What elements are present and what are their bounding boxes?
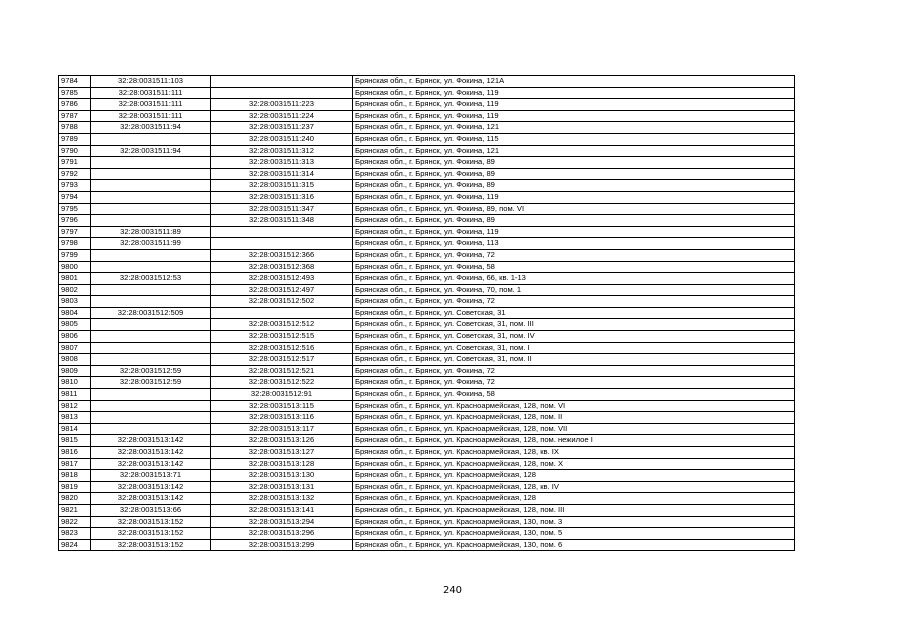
table-row [59, 493, 795, 505]
table-row [59, 331, 795, 343]
cadastral-number-cell: 32:28:0031512:522 [211, 377, 353, 389]
row-number-cell: 9801 [59, 273, 91, 285]
parent-cadastral-number-cell [91, 342, 211, 354]
table-row [59, 296, 795, 308]
row-number-cell: 9818 [59, 470, 91, 482]
address-cell: Брянская обл., г. Брянск, ул. Фокина, 72 [353, 249, 795, 261]
table-row [59, 238, 795, 250]
row-number-cell: 9790 [59, 145, 91, 157]
parent-cadastral-number-cell: 32:28:0031513:71 [91, 470, 211, 482]
parent-cadastral-number-cell: 32:28:0031511:99 [91, 238, 211, 250]
address-cell: Брянская обл., г. Брянск, ул. Фокина, 121 [353, 145, 795, 157]
address-cell: Брянская обл., г. Брянск, ул. Фокина, 119 [353, 110, 795, 122]
table-row [59, 504, 795, 516]
row-number-cell: 9794 [59, 191, 91, 203]
address-cell: Брянская обл., г. Брянск, ул. Советская, 31, пом. II [353, 354, 795, 366]
row-number-cell: 9784 [59, 76, 91, 88]
property-register-table [58, 75, 795, 551]
cadastral-number-cell: 32:28:0031512:512 [211, 319, 353, 331]
cadastral-number-cell: 32:28:0031513:127 [211, 447, 353, 459]
row-number-cell: 9812 [59, 400, 91, 412]
parent-cadastral-number-cell [91, 168, 211, 180]
parent-cadastral-number-cell: 32:28:0031512:53 [91, 273, 211, 285]
cadastral-number-cell: 32:28:0031512:515 [211, 331, 353, 343]
table-body [59, 76, 795, 551]
table-row [59, 168, 795, 180]
address-cell: Брянская обл., г. Брянск, ул. Фокина, 119 [353, 226, 795, 238]
cadastral-number-cell: 32:28:0031512:368 [211, 261, 353, 273]
cadastral-number-cell: 32:28:0031513:132 [211, 493, 353, 505]
table-row [59, 76, 795, 88]
cadastral-number-cell: 32:28:0031511:237 [211, 122, 353, 134]
row-number-cell: 9820 [59, 493, 91, 505]
row-number-cell: 9787 [59, 110, 91, 122]
cadastral-number-cell: 32:28:0031513:299 [211, 539, 353, 551]
row-number-cell: 9811 [59, 389, 91, 401]
address-cell: Брянская обл., г. Брянск, ул. Красноармейская, 130, пом. 5 [353, 528, 795, 540]
table-row [59, 284, 795, 296]
address-cell: Брянская обл., г. Брянск, ул. Фокина, 72 [353, 377, 795, 389]
row-number-cell: 9793 [59, 180, 91, 192]
table-row [59, 145, 795, 157]
cadastral-number-cell: 32:28:0031511:223 [211, 99, 353, 111]
row-number-cell: 9792 [59, 168, 91, 180]
address-cell: Брянская обл., г. Брянск, ул. Красноармейская, 128, пом. VI [353, 400, 795, 412]
row-number-cell: 9808 [59, 354, 91, 366]
cadastral-number-cell: 32:28:0031513:117 [211, 423, 353, 435]
address-cell: Брянская обл., г. Брянск, ул. Фокина, 58 [353, 389, 795, 401]
address-cell: Брянская обл., г. Брянск, ул. Советская, 31, пом. III [353, 319, 795, 331]
table-row [59, 354, 795, 366]
address-cell: Брянская обл., г. Брянск, ул. Красноармейская, 128, кв. IV [353, 481, 795, 493]
row-number-cell: 9824 [59, 539, 91, 551]
parent-cadastral-number-cell: 32:28:0031512:59 [91, 365, 211, 377]
cadastral-number-cell: 32:28:0031512:497 [211, 284, 353, 296]
parent-cadastral-number-cell [91, 203, 211, 215]
cadastral-number-cell: 32:28:0031513:141 [211, 504, 353, 516]
address-cell: Брянская обл., г. Брянск, ул. Красноармейская, 128, пом. II [353, 412, 795, 424]
address-cell: Брянская обл., г. Брянск, ул. Советская, 31, пом. IV [353, 331, 795, 343]
table-row [59, 423, 795, 435]
row-number-cell: 9799 [59, 249, 91, 261]
address-cell: Брянская обл., г. Брянск, ул. Красноармейская, 128 [353, 493, 795, 505]
cadastral-number-cell: 32:28:0031513:294 [211, 516, 353, 528]
cadastral-number-cell [211, 76, 353, 88]
address-cell: Брянская обл., г. Брянск, ул. Фокина, 72 [353, 296, 795, 308]
address-cell: Брянская обл., г. Брянск, ул. Фокина, 119 [353, 87, 795, 99]
row-number-cell: 9819 [59, 481, 91, 493]
cadastral-number-cell: 32:28:0031511:348 [211, 215, 353, 227]
row-number-cell: 9800 [59, 261, 91, 273]
parent-cadastral-number-cell: 32:28:0031511:89 [91, 226, 211, 238]
address-cell: Брянская обл., г. Брянск, ул. Советская, 31 [353, 307, 795, 319]
row-number-cell: 9814 [59, 423, 91, 435]
parent-cadastral-number-cell: 32:28:0031513:142 [91, 481, 211, 493]
parent-cadastral-number-cell: 32:28:0031513:142 [91, 493, 211, 505]
parent-cadastral-number-cell [91, 319, 211, 331]
table-row [59, 215, 795, 227]
row-number-cell: 9821 [59, 504, 91, 516]
address-cell: Брянская обл., г. Брянск, ул. Красноармейская, 128, пом. VII [353, 423, 795, 435]
address-cell: Брянская обл., г. Брянск, ул. Фокина, 119 [353, 99, 795, 111]
cadastral-number-cell: 32:28:0031513:131 [211, 481, 353, 493]
row-number-cell: 9797 [59, 226, 91, 238]
cadastral-number-cell: 32:28:0031513:115 [211, 400, 353, 412]
cadastral-number-cell: 32:28:0031511:347 [211, 203, 353, 215]
parent-cadastral-number-cell [91, 389, 211, 401]
row-number-cell: 9823 [59, 528, 91, 540]
cadastral-number-cell: 32:28:0031513:116 [211, 412, 353, 424]
cadastral-number-cell: 32:28:0031512:521 [211, 365, 353, 377]
parent-cadastral-number-cell: 32:28:0031511:94 [91, 122, 211, 134]
cadastral-number-cell: 32:28:0031513:128 [211, 458, 353, 470]
parent-cadastral-number-cell: 32:28:0031513:152 [91, 528, 211, 540]
cadastral-number-cell: 32:28:0031513:296 [211, 528, 353, 540]
table-row [59, 249, 795, 261]
parent-cadastral-number-cell: 32:28:0031511:111 [91, 99, 211, 111]
parent-cadastral-number-cell: 32:28:0031511:111 [91, 110, 211, 122]
parent-cadastral-number-cell: 32:28:0031513:142 [91, 447, 211, 459]
table-row [59, 481, 795, 493]
row-number-cell: 9805 [59, 319, 91, 331]
address-cell: Брянская обл., г. Брянск, ул. Советская, 31, пом. I [353, 342, 795, 354]
address-cell: Брянская обл., г. Брянск, ул. Красноармейская, 128, пом. нежилое I [353, 435, 795, 447]
row-number-cell: 9788 [59, 122, 91, 134]
cadastral-number-cell: 32:28:0031511:224 [211, 110, 353, 122]
row-number-cell: 9815 [59, 435, 91, 447]
table-row [59, 400, 795, 412]
row-number-cell: 9822 [59, 516, 91, 528]
row-number-cell: 9804 [59, 307, 91, 319]
row-number-cell: 9809 [59, 365, 91, 377]
address-cell: Брянская обл., г. Брянск, ул. Красноармейская, 128, кв. IX [353, 447, 795, 459]
cadastral-number-cell [211, 238, 353, 250]
table-row [59, 157, 795, 169]
parent-cadastral-number-cell [91, 180, 211, 192]
address-cell: Брянская обл., г. Брянск, ул. Красноармейская, 128 [353, 470, 795, 482]
parent-cadastral-number-cell [91, 412, 211, 424]
parent-cadastral-number-cell: 32:28:0031513:152 [91, 516, 211, 528]
address-cell: Брянская обл., г. Брянск, ул. Фокина, 66, кв. 1-13 [353, 273, 795, 285]
address-cell: Брянская обл., г. Брянск, ул. Фокина, 58 [353, 261, 795, 273]
table-row [59, 99, 795, 111]
parent-cadastral-number-cell: 32:28:0031511:111 [91, 87, 211, 99]
parent-cadastral-number-cell [91, 331, 211, 343]
address-cell: Брянская обл., г. Брянск, ул. Фокина, 72 [353, 365, 795, 377]
parent-cadastral-number-cell: 32:28:0031513:142 [91, 435, 211, 447]
parent-cadastral-number-cell [91, 249, 211, 261]
address-cell: Брянская обл., г. Брянск, ул. Фокина, 70, пом. 1 [353, 284, 795, 296]
table-row [59, 191, 795, 203]
table-row [59, 273, 795, 285]
cadastral-number-cell [211, 87, 353, 99]
parent-cadastral-number-cell [91, 296, 211, 308]
row-number-cell: 9807 [59, 342, 91, 354]
row-number-cell: 9785 [59, 87, 91, 99]
address-cell: Брянская обл., г. Брянск, ул. Фокина, 89, пом. VI [353, 203, 795, 215]
parent-cadastral-number-cell [91, 191, 211, 203]
address-cell: Брянская обл., г. Брянск, ул. Фокина, 121А [353, 76, 795, 88]
table-row [59, 435, 795, 447]
parent-cadastral-number-cell [91, 261, 211, 273]
table-row [59, 447, 795, 459]
row-number-cell: 9789 [59, 133, 91, 145]
row-number-cell: 9796 [59, 215, 91, 227]
cadastral-number-cell: 32:28:0031511:315 [211, 180, 353, 192]
table-row [59, 389, 795, 401]
cadastral-number-cell: 32:28:0031511:313 [211, 157, 353, 169]
table-row [59, 516, 795, 528]
table-row [59, 203, 795, 215]
table-row [59, 470, 795, 482]
row-number-cell: 9795 [59, 203, 91, 215]
row-number-cell: 9813 [59, 412, 91, 424]
address-cell: Брянская обл., г. Брянск, ул. Красноармейская, 130, пом. 3 [353, 516, 795, 528]
parent-cadastral-number-cell: 32:28:0031513:152 [91, 539, 211, 551]
cadastral-number-cell: 32:28:0031512:91 [211, 389, 353, 401]
cadastral-number-cell: 32:28:0031512:516 [211, 342, 353, 354]
cadastral-number-cell: 32:28:0031512:502 [211, 296, 353, 308]
parent-cadastral-number-cell: 32:28:0031513:142 [91, 458, 211, 470]
address-cell: Брянская обл., г. Брянск, ул. Фокина, 89 [353, 168, 795, 180]
row-number-cell: 9802 [59, 284, 91, 296]
table-row [59, 365, 795, 377]
table-row [59, 226, 795, 238]
row-number-cell: 9810 [59, 377, 91, 389]
address-cell: Брянская обл., г. Брянск, ул. Фокина, 115 [353, 133, 795, 145]
cadastral-number-cell: 32:28:0031512:493 [211, 273, 353, 285]
table-row [59, 342, 795, 354]
parent-cadastral-number-cell [91, 284, 211, 296]
parent-cadastral-number-cell: 32:28:0031511:103 [91, 76, 211, 88]
row-number-cell: 9803 [59, 296, 91, 308]
table-row [59, 122, 795, 134]
row-number-cell: 9806 [59, 331, 91, 343]
parent-cadastral-number-cell: 32:28:0031511:94 [91, 145, 211, 157]
parent-cadastral-number-cell [91, 215, 211, 227]
address-cell: Брянская обл., г. Брянск, ул. Фокина, 113 [353, 238, 795, 250]
parent-cadastral-number-cell [91, 354, 211, 366]
cadastral-number-cell: 32:28:0031511:240 [211, 133, 353, 145]
parent-cadastral-number-cell [91, 133, 211, 145]
cadastral-number-cell: 32:28:0031512:366 [211, 249, 353, 261]
address-cell: Брянская обл., г. Брянск, ул. Красноармейская, 128, пом. X [353, 458, 795, 470]
table-row [59, 307, 795, 319]
table-row [59, 458, 795, 470]
cadastral-number-cell: 32:28:0031511:316 [211, 191, 353, 203]
page-number: 240 [442, 585, 463, 596]
table-row [59, 180, 795, 192]
table-row [59, 412, 795, 424]
cadastral-number-cell [211, 226, 353, 238]
cadastral-number-cell: 32:28:0031513:126 [211, 435, 353, 447]
address-cell: Брянская обл., г. Брянск, ул. Фокина, 121 [353, 122, 795, 134]
table-row [59, 528, 795, 540]
parent-cadastral-number-cell: 32:28:0031512:59 [91, 377, 211, 389]
address-cell: Брянская обл., г. Брянск, ул. Фокина, 119 [353, 191, 795, 203]
table-row [59, 261, 795, 273]
parent-cadastral-number-cell [91, 400, 211, 412]
cadastral-number-cell [211, 307, 353, 319]
address-cell: Брянская обл., г. Брянск, ул. Фокина, 89 [353, 157, 795, 169]
row-number-cell: 9817 [59, 458, 91, 470]
cadastral-number-cell: 32:28:0031512:517 [211, 354, 353, 366]
row-number-cell: 9816 [59, 447, 91, 459]
cadastral-number-cell: 32:28:0031513:130 [211, 470, 353, 482]
cadastral-number-cell: 32:28:0031511:312 [211, 145, 353, 157]
row-number-cell: 9798 [59, 238, 91, 250]
address-cell: Брянская обл., г. Брянск, ул. Красноармейская, 130, пом. 6 [353, 539, 795, 551]
table-row [59, 539, 795, 551]
table-row [59, 319, 795, 331]
table-row [59, 377, 795, 389]
address-cell: Брянская обл., г. Брянск, ул. Красноармейская, 128, пом. III [353, 504, 795, 516]
row-number-cell: 9791 [59, 157, 91, 169]
row-number-cell: 9786 [59, 99, 91, 111]
cadastral-number-cell: 32:28:0031511:314 [211, 168, 353, 180]
parent-cadastral-number-cell: 32:28:0031513:66 [91, 504, 211, 516]
parent-cadastral-number-cell [91, 157, 211, 169]
address-cell: Брянская обл., г. Брянск, ул. Фокина, 89 [353, 215, 795, 227]
address-cell: Брянская обл., г. Брянск, ул. Фокина, 89 [353, 180, 795, 192]
parent-cadastral-number-cell: 32:28:0031512:509 [91, 307, 211, 319]
table-row [59, 87, 795, 99]
table-row [59, 110, 795, 122]
table-row [59, 133, 795, 145]
parent-cadastral-number-cell [91, 423, 211, 435]
